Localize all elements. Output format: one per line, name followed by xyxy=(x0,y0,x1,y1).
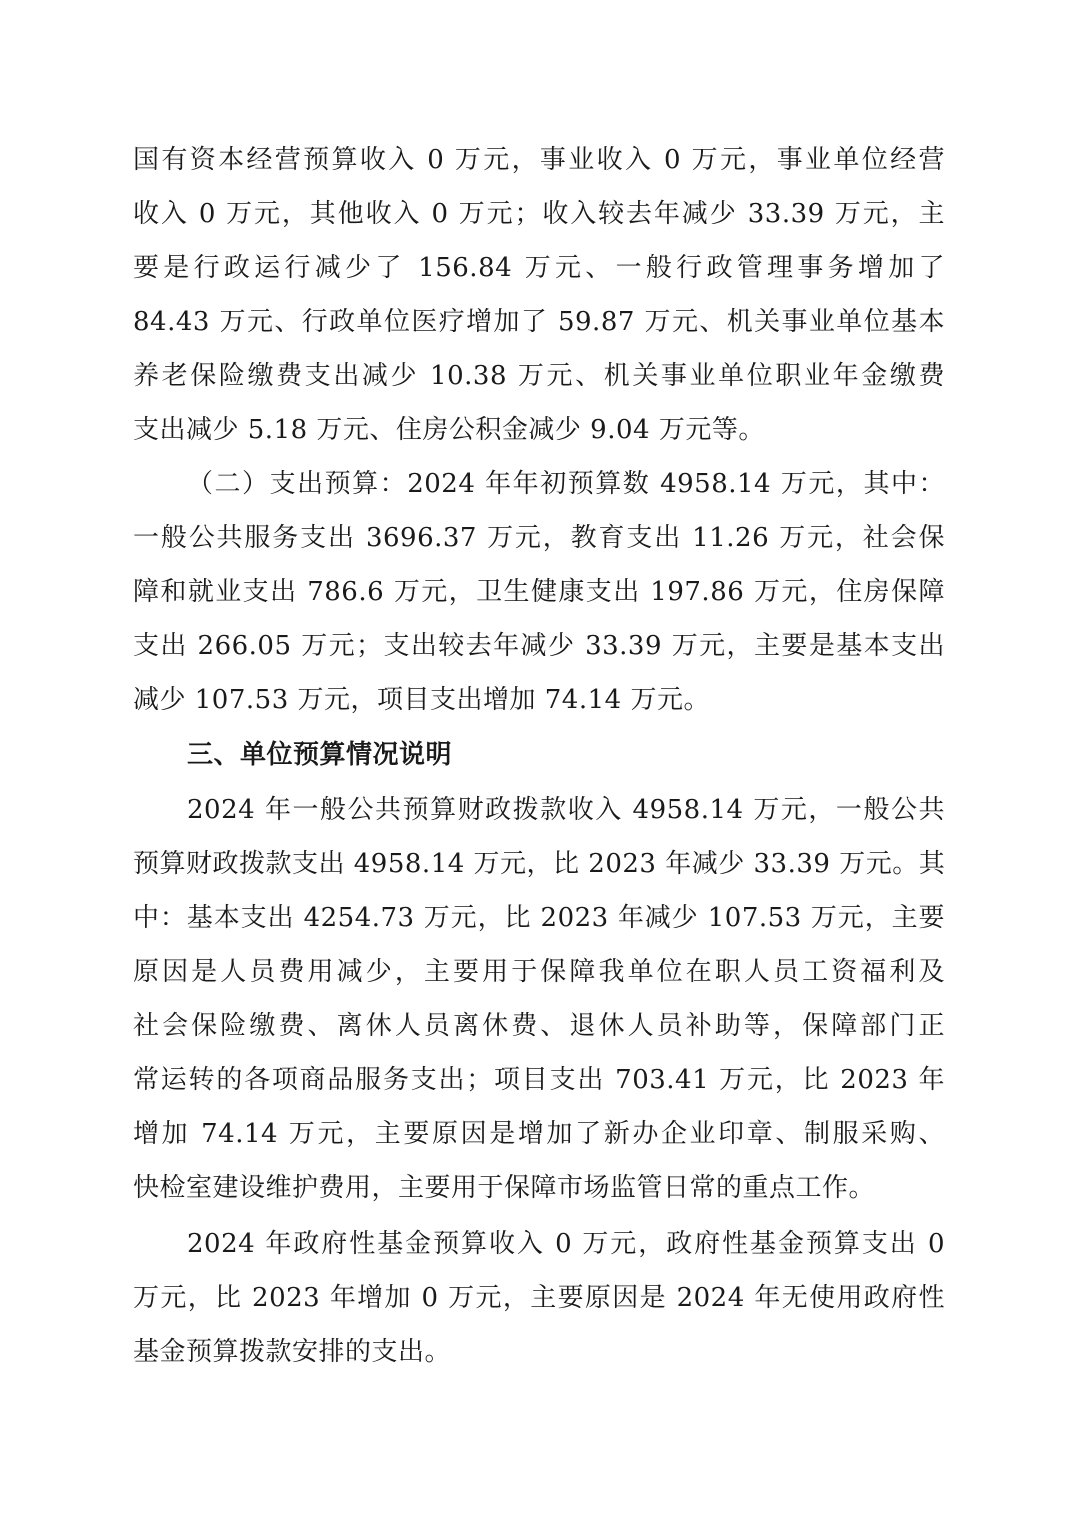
text-line: 原因是人员费用减少，主要用于保障我单位在职人员工资福利及 xyxy=(133,957,945,987)
text-line: 收入 0 万元，其他收入 0 万元；收入较去年减少 33.39 万元，主 xyxy=(133,199,945,229)
text-line: 支出减少 5.18 万元、住房公积金减少 9.04 万元等。 xyxy=(133,415,765,445)
section-heading: 三、单位预算情况说明 xyxy=(187,740,453,770)
text-line: 快检室建设维护费用，主要用于保障市场监管日常的重点工作。 xyxy=(133,1173,876,1203)
text-line: 2024 年一般公共预算财政拨款收入 4958.14 万元，一般公共 xyxy=(187,795,945,825)
text-line: 84.43 万元、行政单位医疗增加了 59.87 万元、机关事业单位基本 xyxy=(133,307,945,337)
text-line: 2024 年政府性基金预算收入 0 万元，政府性基金预算支出 0 xyxy=(187,1229,945,1259)
text-line: 国有资本经营预算收入 0 万元，事业收入 0 万元，事业单位经营 xyxy=(133,145,945,175)
text-line: 社会保险缴费、离休人员离休费、退休人员补助等，保障部门正 xyxy=(133,1011,945,1041)
text-line: 一般公共服务支出 3696.37 万元，教育支出 11.26 万元，社会保 xyxy=(133,523,945,553)
text-line: 减少 107.53 万元，项目支出增加 74.14 万元。 xyxy=(133,685,710,715)
text-line: 支出 266.05 万元；支出较去年减少 33.39 万元，主要是基本支出 xyxy=(133,631,945,661)
text-line: 障和就业支出 786.6 万元，卫生健康支出 197.86 万元，住房保障 xyxy=(133,577,945,607)
text-line: 万元，比 2023 年增加 0 万元，主要原因是 2024 年无使用政府性 xyxy=(133,1283,945,1313)
text-line: 增加 74.14 万元，主要原因是增加了新办企业印章、制服采购、 xyxy=(133,1119,945,1149)
text-line: （二）支出预算：2024 年年初预算数 4958.14 万元，其中： xyxy=(187,469,945,499)
text-line: 预算财政拨款支出 4958.14 万元，比 2023 年减少 33.39 万元。其 xyxy=(133,849,946,879)
text-line: 基金预算拨款安排的支出。 xyxy=(133,1337,452,1367)
text-line: 要是行政运行减少了 156.84 万元、一般行政管理事务增加了 xyxy=(133,253,945,283)
text-line: 常运转的各项商品服务支出；项目支出 703.41 万元，比 2023 年 xyxy=(133,1065,945,1095)
text-line: 中：基本支出 4254.73 万元，比 2023 年减少 107.53 万元，主要 xyxy=(133,903,945,933)
text-line: 养老保险缴费支出减少 10.38 万元、机关事业单位职业年金缴费 xyxy=(133,361,945,391)
